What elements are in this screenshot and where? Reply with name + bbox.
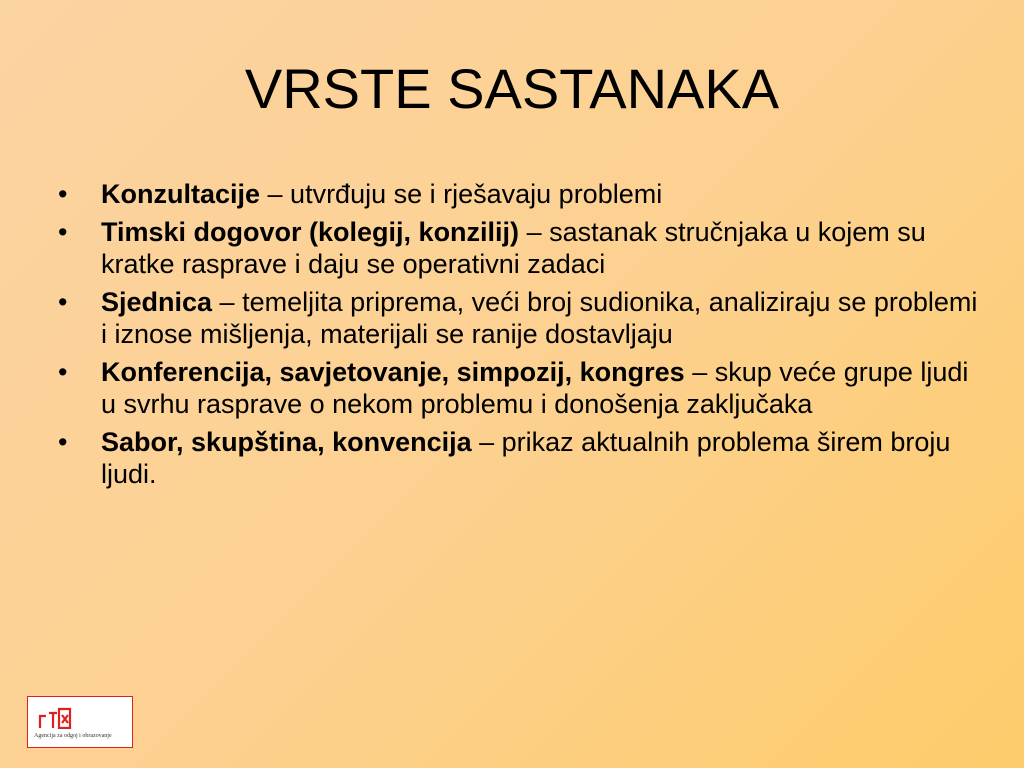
bullet-item	[58, 216, 978, 281]
bullet-item	[58, 356, 978, 421]
bullet-item	[58, 286, 978, 351]
bullet-item	[58, 426, 978, 491]
bullet-term: Konzultacije	[101, 179, 261, 209]
bullet-text: – utvrđuju se i rješavaju problemi	[260, 179, 663, 209]
bullet-term: Sabor, skupština, konvencija	[101, 426, 472, 457]
agency-logo-caption: Agencija za odgoj i obrazovanje	[34, 733, 112, 739]
bullet-dot-icon: •	[58, 286, 68, 317]
bullet-dot-icon: •	[58, 179, 68, 209]
bullet-term: Konferencija, savjetovanje, simpozij, kongres	[101, 356, 685, 387]
bullet-dot-icon: •	[58, 426, 68, 457]
agency-logo-icon	[38, 707, 72, 729]
bullet-list	[58, 178, 978, 496]
bullet-text: – skup veće grupe ljudi u svrhu rasprave o nekom problemu i donošenja zaključaka	[101, 356, 969, 419]
bullet-dot-icon: •	[58, 356, 68, 387]
bullet-item	[58, 178, 978, 211]
bullet-text: – sastanak stručnjaka u kojem su kratke rasprave i daju se operativni zadaci	[101, 216, 926, 279]
slide-title: VRSTE SASTANAKA	[244, 57, 780, 120]
agency-logo	[27, 696, 133, 748]
bullet-term: Sjednica	[101, 286, 213, 317]
bullet-text: – prikaz aktualnih problema širem broju ljudi.	[101, 426, 951, 489]
bullet-text: – temeljita priprema, veći broj sudionika, analiziraju se problemi i iznose mišljenja, materijali se ranije dostavljaju	[101, 286, 978, 349]
bullet-dot-icon: •	[58, 216, 68, 247]
bullet-term: Timski dogovor (kolegij, konzilij)	[101, 216, 520, 247]
